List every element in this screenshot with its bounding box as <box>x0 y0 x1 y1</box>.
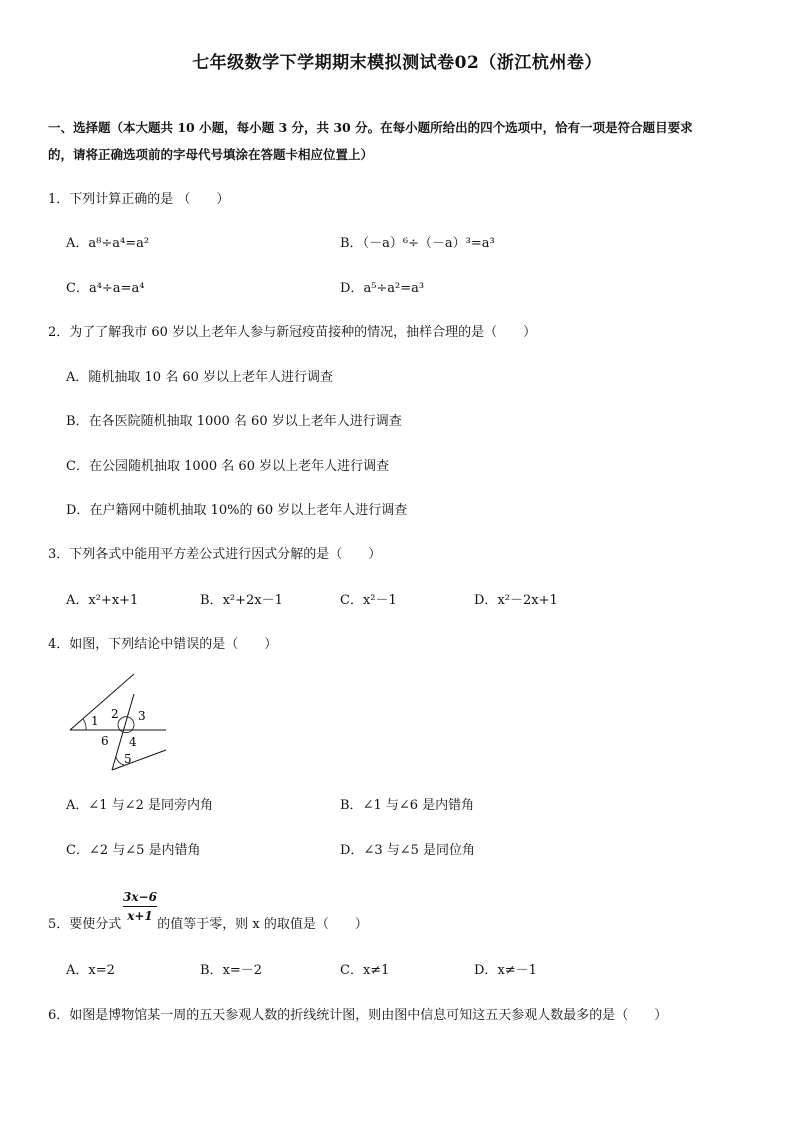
q4-option-d <box>340 839 475 858</box>
q2-option-b <box>66 410 402 429</box>
section-line-2: 的，请将正确选项前的字母代号填涂在答题卡相应位置上） <box>48 147 374 162</box>
q3-option-b <box>200 589 283 608</box>
option-text: （－a）⁶÷（－a）³=a³ <box>362 236 495 251</box>
figure-line-lower <box>112 750 166 770</box>
angle-label-4: 4 <box>129 735 137 749</box>
figure-line-upper <box>70 674 134 730</box>
option-letter: C． <box>340 593 363 608</box>
option-text: ∠1 与∠6 是内错角 <box>362 798 475 813</box>
option-letter: D． <box>474 593 498 608</box>
angle-label-1: 1 <box>91 714 99 728</box>
option-letter: B． <box>200 963 223 978</box>
fraction-numerator: 3x−6 <box>123 890 157 907</box>
option-letter: C． <box>66 843 89 858</box>
angle-label-5: 5 <box>124 752 132 766</box>
option-letter: D． <box>66 503 90 518</box>
angle-label-2: 2 <box>111 707 119 721</box>
option-text: x²－2x+1 <box>497 593 558 608</box>
question-2-stem: 2．为了了解我市 60 岁以上老年人参与新冠疫苗接种的情况，抽样合理的是（ ） <box>48 325 537 340</box>
option-letter: C． <box>66 281 89 296</box>
question-3-stem: 3．下列各式中能用平方差公式进行因式分解的是（ ） <box>48 547 382 562</box>
question-4-stem: 4．如图，下列结论中错误的是（ ） <box>48 637 278 652</box>
option-text: a⁸÷a⁴=a² <box>88 236 150 251</box>
question-6-stem: 6．如图是博物馆某一周的五天参观人数的折线统计图，则由图中信息可知这五天参观人数最多的是（ ） <box>48 1008 668 1023</box>
angle-figure <box>66 670 176 780</box>
option-text: x=2 <box>88 963 115 978</box>
option-letter: A． <box>66 798 89 813</box>
q4-option-a <box>66 794 213 813</box>
fraction-denominator: x+1 <box>127 909 153 923</box>
q5-option-a <box>66 959 115 978</box>
option-letter: D． <box>340 281 364 296</box>
question-1-stem: 1．下列计算正确的是 （ ） <box>48 192 230 207</box>
q2-option-d <box>66 499 407 518</box>
option-text: x=－2 <box>222 963 263 978</box>
option-text: a⁴÷a=a⁴ <box>88 281 145 296</box>
option-text: x²+2x－1 <box>222 593 283 608</box>
q1-option-a <box>66 232 149 251</box>
option-text: 随机抽取 10 名 60 岁以上老年人进行调查 <box>88 370 334 385</box>
angle-label-6: 6 <box>101 734 109 748</box>
option-letter: B． <box>340 236 363 251</box>
option-text: x²+x+1 <box>88 593 139 608</box>
option-letter: D． <box>474 963 498 978</box>
option-text: x²－1 <box>362 593 397 608</box>
option-letter: B． <box>340 798 363 813</box>
q5-stem-pre: 5．要使分式 <box>48 917 122 932</box>
q5-stem-post: 的值等于零，则 x 的取值是（ ） <box>157 917 368 932</box>
option-text: 在各医院随机抽取 1000 名 60 岁以上老年人进行调查 <box>88 414 402 429</box>
option-text: 在户籍网中随机抽取 10%的 60 岁以上老年人进行调查 <box>89 503 408 518</box>
q4-option-b <box>340 794 474 813</box>
q2-option-a <box>66 366 333 385</box>
option-text: 在公园随机抽取 1000 名 60 岁以上老年人进行调查 <box>88 459 390 474</box>
q5-option-d <box>474 959 537 978</box>
option-letter: A． <box>66 593 89 608</box>
option-letter: D． <box>340 843 364 858</box>
q1-option-b <box>340 232 495 251</box>
option-letter: C． <box>340 963 363 978</box>
angle-label-3: 3 <box>138 709 146 723</box>
option-letter: B． <box>200 593 223 608</box>
option-text: x≠1 <box>362 963 390 978</box>
q3-option-a <box>66 589 138 608</box>
angle-arc-5 <box>116 757 124 765</box>
question-5-stem <box>48 913 368 932</box>
option-text: ∠1 与∠2 是同旁内角 <box>88 798 213 813</box>
q2-option-c <box>66 455 389 474</box>
angle-arc-1 <box>83 719 86 730</box>
q1-option-c <box>66 277 144 296</box>
option-text: ∠2 与∠5 是内错角 <box>88 843 201 858</box>
q3-option-c <box>340 589 397 608</box>
section-instructions <box>48 114 748 168</box>
exam-title: 七年级数学下学期期末模拟测试卷02（浙江杭州卷） <box>192 53 602 73</box>
q4-option-c <box>66 839 201 858</box>
option-letter: A． <box>66 236 89 251</box>
option-text: x≠－1 <box>497 963 537 978</box>
section-line-1: 一、选择题（本大题共 10 小题，每小题 3 分，共 30 分。在每小题所给出的四个选项中，恰有一项是符合题目要求 <box>48 120 693 135</box>
option-letter: A． <box>66 963 89 978</box>
q5-option-c <box>340 959 389 978</box>
option-text: ∠3 与∠5 是同位角 <box>363 843 476 858</box>
q1-option-d <box>340 277 424 296</box>
option-letter: A． <box>66 370 89 385</box>
q3-option-d <box>474 589 558 608</box>
fraction-expression <box>123 890 157 923</box>
option-letter: C． <box>66 459 89 474</box>
option-text: a⁵÷a²=a³ <box>363 281 425 296</box>
option-letter: B． <box>66 414 89 429</box>
q5-option-b <box>200 959 262 978</box>
